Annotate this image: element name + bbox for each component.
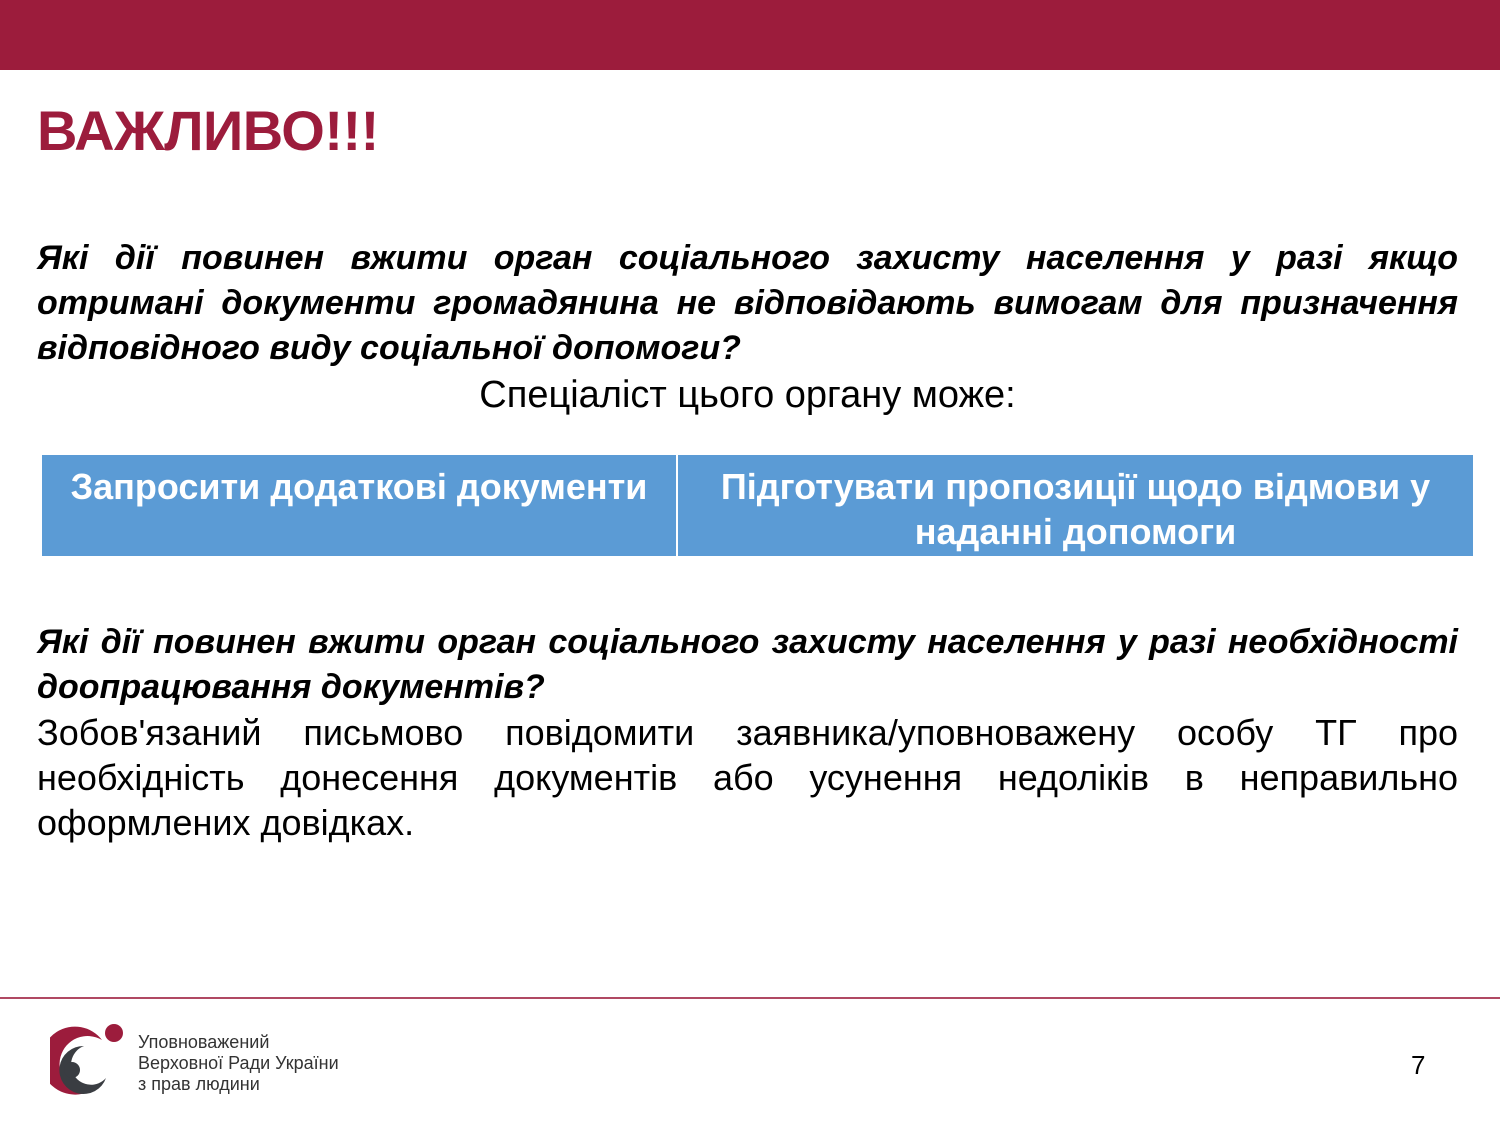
question-2: Які дії повинен вжити орган соціального захисту населення у разі необхідності доопрацювання документів? xyxy=(37,623,1458,706)
top-bar xyxy=(0,0,1500,70)
options-table xyxy=(42,455,1473,556)
logo-line: Уповноважений xyxy=(138,1032,270,1052)
ombudsman-logo-icon xyxy=(50,1022,130,1098)
footer-divider xyxy=(0,997,1500,999)
logo-line: Верховної Ради України xyxy=(138,1053,339,1073)
logo-text xyxy=(138,1032,339,1095)
subtitle: Спеціаліст цього органу може: xyxy=(479,374,1016,416)
option-prepare-refusal: Підготувати пропозиції щодо відмови у наданні допомоги xyxy=(678,455,1473,556)
answer-2: Зобов'язаний письмово повідомити заявника/уповноважену особу ТГ про необхідність донесення документів або усунення недоліків в неправильно оформлених довідках. xyxy=(37,712,1458,843)
slide-title: ВАЖЛИВО!!! xyxy=(37,99,379,162)
page-number: 7 xyxy=(1411,1050,1426,1080)
question-1: Які дії повинен вжити орган соціального захисту населення у разі якщо отримані документи громадянина не відповідають вимогам для призначення відповідного виду соціальної допомоги? xyxy=(37,239,1458,367)
logo-line: з прав людини xyxy=(138,1074,260,1094)
option-request-documents: Запросити додаткові документи xyxy=(42,455,676,556)
